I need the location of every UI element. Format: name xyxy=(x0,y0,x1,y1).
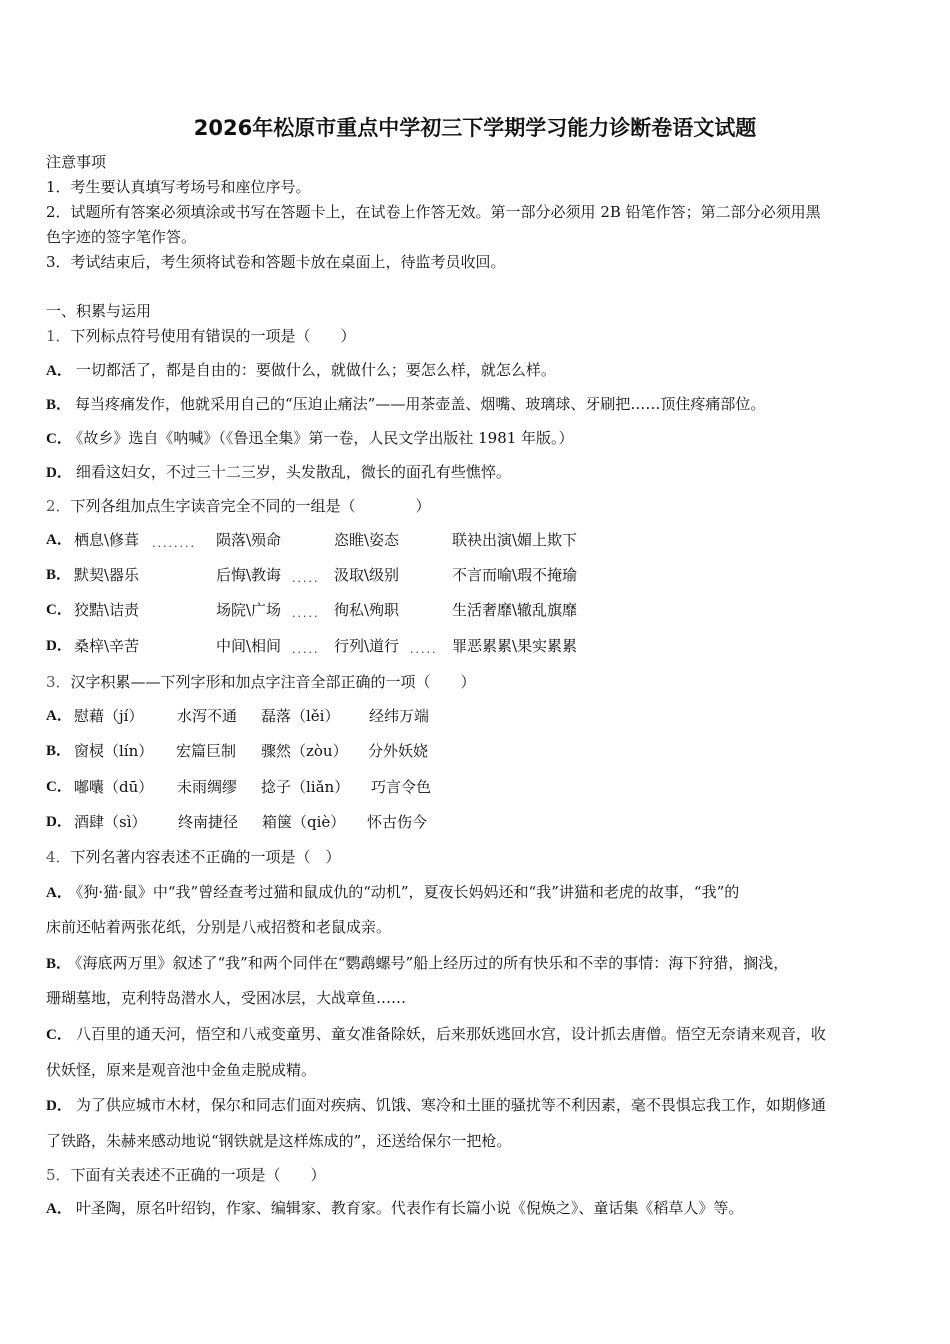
word-pair: 联袂出演\媚上欺下 xyxy=(452,531,578,549)
option-label: D． xyxy=(46,465,72,481)
question-5-stem xyxy=(46,1165,326,1185)
option-label: B． xyxy=(46,397,72,413)
option-text: 每当疼痛发作，他就采用自己的“压迫止痛法”——用茶壶盖、烟嘴、玻璃球、牙刷把……顶住疼痛部位。 xyxy=(75,395,766,413)
option-label: A． xyxy=(46,708,72,724)
question-2-stem xyxy=(46,496,431,516)
word-item: 捻子（liǎn） xyxy=(261,778,350,796)
emphasis-dots: ..... xyxy=(410,643,438,656)
option-label: C． xyxy=(46,602,72,618)
word-pair: 后悔\教诲 xyxy=(216,566,282,584)
question-number: 1． xyxy=(46,327,71,345)
option-label: B． xyxy=(46,567,72,583)
word-pair: 徇私\殉职 xyxy=(334,601,400,619)
notice-heading: 注意事项 xyxy=(46,153,107,171)
q4-option-c-cont: 伏妖怪，原来是观音池中金鱼走脱成精。 xyxy=(46,1061,317,1079)
question-text: 下列名著内容表述不正确的一项是（ ） xyxy=(70,848,341,866)
question-text: 下面有关表述不正确的一项是（ ） xyxy=(70,1166,326,1184)
word-pair: 不言而喻\瑕不掩瑜 xyxy=(452,566,578,584)
q4-option-b-cont: 珊瑚墓地，克利特岛潜水人，受困冰层，大战章鱼…… xyxy=(46,989,407,1007)
option-label: A． xyxy=(46,885,72,901)
q1-option-d xyxy=(46,462,511,483)
q1-option-a xyxy=(46,360,556,381)
emphasis-dots: ........ xyxy=(152,537,196,550)
word-pair: 陨落\殒命 xyxy=(216,531,282,549)
word-item: 骤然（zòu） xyxy=(261,742,348,760)
question-1-stem xyxy=(46,326,356,346)
option-label: D． xyxy=(46,1098,72,1114)
word-item: 巧言令色 xyxy=(371,778,432,796)
q4-option-a-cont: 床前还帖着两张花纸，分别是八戒招赘和老鼠成亲。 xyxy=(46,918,392,936)
notice-item: 1．考生要认真填写考场号和座位序号。 xyxy=(46,178,311,196)
option-label: D． xyxy=(46,638,72,654)
option-label: C． xyxy=(46,431,72,447)
option-text: 八百里的通天河，悟空和八戒变童男、童女准备除妖，后来那妖逃回水宫，设计抓去唐僧。悟空无奈请来观音，收 xyxy=(75,1025,826,1043)
q1-option-c xyxy=(46,428,574,449)
question-number: 5． xyxy=(46,1166,71,1184)
word-pair: 汲取\级别 xyxy=(334,566,400,584)
option-text: 叶圣陶，原名叶绍钧，作家、编辑家、教育家。代表作有长篇小说《倪焕之》、童话集《稻草人》等。 xyxy=(75,1199,744,1217)
word-item: 酒肆（sì） xyxy=(74,813,147,831)
notice-item: 色字迹的签字笔作答。 xyxy=(46,228,197,246)
option-text: 一切都活了，都是自由的：要做什么，就做什么；要怎么样，就怎么样。 xyxy=(75,361,556,379)
option-label: C． xyxy=(46,779,72,795)
question-text: 下列各组加点生字读音完全不同的一组是（ ） xyxy=(70,497,431,515)
question-number: 4． xyxy=(46,848,71,866)
word-pair: 行列\道行 xyxy=(334,637,400,655)
option-label: A． xyxy=(46,363,72,379)
word-pair: 狡黠\诘责 xyxy=(74,601,140,619)
q1-option-b xyxy=(46,394,765,415)
option-label: C． xyxy=(46,1027,72,1043)
option-label: B． xyxy=(46,743,72,759)
word-item: 嘟囔（dū） xyxy=(74,778,154,796)
question-text: 下列标点符号使用有错误的一项是（ ） xyxy=(70,327,356,345)
question-number: 3． xyxy=(46,673,71,691)
option-text: 《海底两万里》叙述了“我”和两个同伴在“鹦鹉螺号”船上经历过的所有快乐和不幸的事情：海下狩猎，搁浅， xyxy=(75,954,789,972)
section-heading: 一、积累与运用 xyxy=(46,302,152,320)
word-item: 宏篇巨制 xyxy=(176,742,237,760)
option-label: A． xyxy=(46,1201,72,1217)
word-pair: 生活奢靡\辙乱旗靡 xyxy=(452,601,578,619)
emphasis-dots: ..... xyxy=(292,643,320,656)
word-pair: 恣睢\姿态 xyxy=(334,531,400,549)
word-pair: 场院\广场 xyxy=(216,601,282,619)
question-text: 汉字积累——下列字形和加点字注音全部正确的一项（ ） xyxy=(70,673,476,691)
word-item: 窗棂（lín） xyxy=(74,742,154,760)
option-label: D． xyxy=(46,814,72,830)
emphasis-dots: ..... xyxy=(292,607,320,620)
word-pair: 中间\相间 xyxy=(216,637,282,655)
q5-option-a xyxy=(46,1198,743,1219)
option-text: 为了供应城市木材，保尔和同志们面对疾病、饥饿、寒冷和土匪的骚扰等不利因素，毫不畏惧忘我工作，如期修通 xyxy=(75,1096,826,1114)
word-pair: 栖息\修葺 xyxy=(74,531,140,549)
word-item: 未雨绸缪 xyxy=(177,778,238,796)
word-item: 分外妖娆 xyxy=(368,742,429,760)
word-item: 磊落（lěi） xyxy=(261,707,340,725)
word-item: 慰藉（jí） xyxy=(74,707,144,725)
q4-option-b xyxy=(46,953,788,974)
q4-option-a xyxy=(46,882,739,903)
word-item: 怀古伤今 xyxy=(367,813,428,831)
q4-option-d xyxy=(46,1095,826,1116)
q4-option-c xyxy=(46,1024,826,1045)
option-text: 细看这妇女，不过三十二三岁，头发散乱，微长的面孔有些憔悴。 xyxy=(75,463,511,481)
word-item: 箱箧（qiè） xyxy=(262,813,346,831)
option-label: A． xyxy=(46,532,72,548)
question-3-stem xyxy=(46,672,476,692)
emphasis-dots: ..... xyxy=(292,572,320,585)
word-pair: 默契\器乐 xyxy=(74,566,140,584)
option-text: 《故乡》选自《呐喊》（《鲁迅全集》第一卷，人民文学出版社 1981 年版。） xyxy=(75,429,574,447)
word-pair: 桑梓\辛苦 xyxy=(74,637,140,655)
option-text: 《狗·猫·鼠》中“我”曾经查考过猫和鼠成仇的“动机”，夏夜长妈妈还和“我”讲猫和老虎的故事，“我”的 xyxy=(75,883,740,901)
notice-item: 2．试题所有答案必须填涂或书写在答题卡上，在试卷上作答无效。第一部分必须用 2B 铅笔作答；第二部分必须用黑 xyxy=(46,203,821,221)
page-title: 2026年松原市重点中学初三下学期学习能力诊断卷语文试题 xyxy=(193,116,757,140)
word-pair: 罪恶累累\果实累累 xyxy=(452,637,578,655)
question-4-stem xyxy=(46,847,341,867)
q4-option-d-cont: 了铁路，朱赫来感动地说“钢铁就是这样炼成的”，还送给保尔一把枪。 xyxy=(46,1132,512,1150)
word-item: 终南捷径 xyxy=(178,813,239,831)
question-number: 2． xyxy=(46,497,71,515)
word-item: 水泻不通 xyxy=(177,707,238,725)
option-label: B． xyxy=(46,956,72,972)
word-item: 经纬万端 xyxy=(369,707,430,725)
notice-item: 3．考试结束后，考生须将试卷和答题卡放在桌面上，待监考员收回。 xyxy=(46,253,506,271)
